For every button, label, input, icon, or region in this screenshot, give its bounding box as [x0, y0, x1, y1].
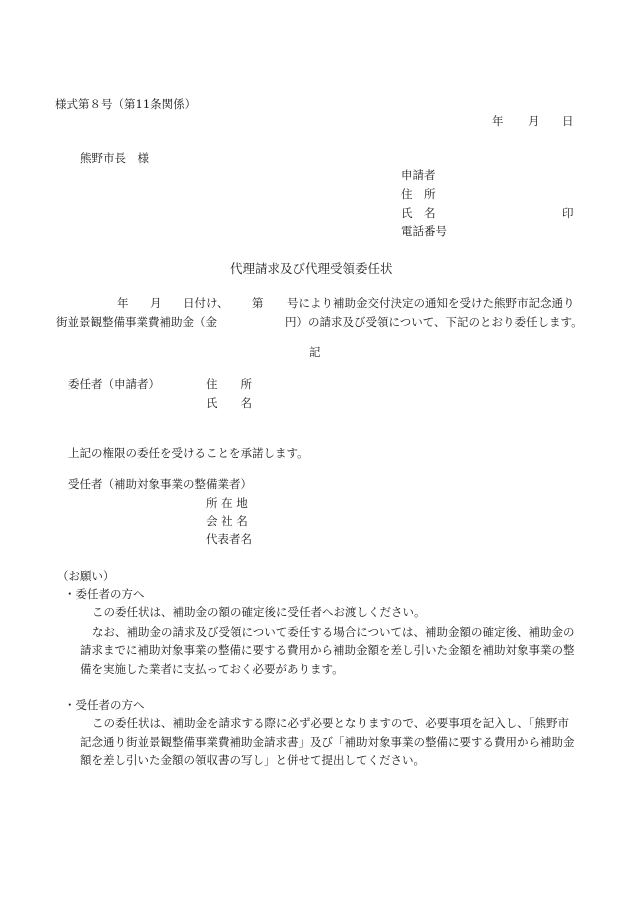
note-to-delegator-p2-line1: なお、補助金の請求及び受領について委任する場合については、補助金額の確定後、補助金の: [92, 625, 575, 639]
body-day-dated: 日付け、: [183, 296, 229, 310]
notes-heading: （お願い）: [57, 569, 115, 583]
applicant-name-label: 氏 名: [401, 206, 436, 220]
note-to-delegatee-line2: 記念通り街並景観整備事業費補助金請求書」及び「補助対象事業の整備に要する費用から補助金: [80, 735, 575, 749]
addressee: 熊野市長 様: [80, 151, 149, 165]
ki-label: 記: [309, 345, 321, 359]
body-year: 年: [117, 296, 129, 310]
applicant-phone-label: 電話番号: [401, 224, 447, 238]
date-month: 月: [528, 114, 540, 128]
delegatee-company-label: 会 社 名: [206, 514, 248, 528]
note-to-delegator-p2-line3: 備を実施した業者に支払っておく必要があります。: [80, 662, 344, 676]
delegatee-label: 受任者（補助対象事業の整備業者）: [68, 477, 252, 491]
date-day: 日: [562, 114, 574, 128]
note-to-delegator-p1: この委任状は、補助金の額の確定後に受任者へお渡しください。: [92, 605, 426, 619]
date-year: 年: [492, 114, 504, 128]
delegatee-rep-label: 代表者名: [206, 532, 252, 546]
note-to-delegatee-line1: この委任状は、補助金を請求する際に必ず必要となりますので、必要事項を記入し、「熊野市: [92, 716, 570, 730]
note-to-delegatee-bullet: ・受任者の方へ: [64, 698, 145, 712]
applicant-heading: 申請者: [401, 168, 436, 182]
note-to-delegator-p2-line2: 請求までに補助対象事業の整備に要する費用から補助金額を差し引いた金額を補助対象事業の整: [80, 643, 575, 657]
form-number: 様式第８号（第11条関係）: [55, 97, 197, 111]
delegator-address-label: 住 所: [206, 377, 252, 391]
seal-mark: 印: [562, 206, 574, 220]
document-title: 代理請求及び代理受領委任状: [230, 261, 393, 276]
delegatee-location-label: 所 在 地: [206, 496, 248, 510]
body-line2-start: 街並景観整備事業費補助金（金: [56, 315, 217, 329]
note-to-delegator-bullet: ・委任者の方へ: [64, 587, 145, 601]
body-dai: 第: [252, 296, 264, 310]
delegator-label: 委任者（申請者）: [68, 377, 160, 391]
acceptance-statement: 上記の権限の委任を受けることを承諾します。: [68, 446, 309, 460]
applicant-address-label: 住 所: [401, 187, 436, 201]
delegator-name-label: 氏 名: [206, 396, 252, 410]
body-line2-end: 円）の請求及び受領について、下記のとおり委任します。: [285, 315, 583, 329]
note-to-delegatee-line3: 額を差し引いた金額の領収書の写し」と併せて提出してください。: [80, 753, 425, 767]
body-month: 月: [150, 296, 162, 310]
body-line1-rest: 号により補助金交付決定の通知を受けた熊野市記念通り: [287, 296, 575, 310]
